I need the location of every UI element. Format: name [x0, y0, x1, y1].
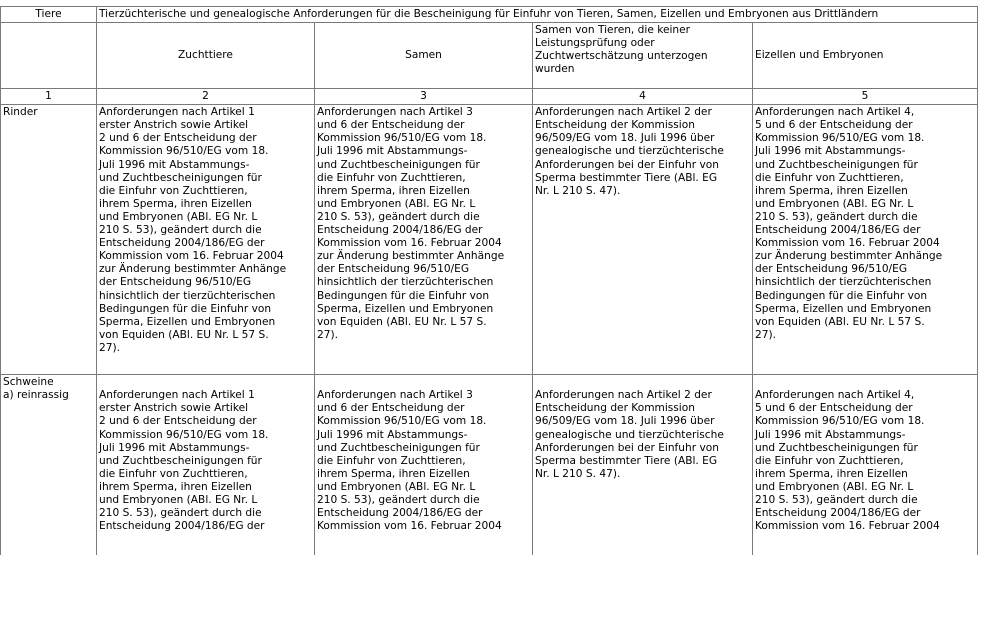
animal-label-schweine	[1, 375, 97, 555]
schweine-label: Schweine	[3, 376, 54, 389]
schweine-zuchttiere-requirements	[97, 375, 315, 555]
schweine-c4-text: Anforderungen nach Artikel 2 der Entscheidung der Kommission 96/509/EG vom 18. Juli 1996 über genealogische und tierzüchterische Anforderungen bei der Einfuhr von Sperma bestimmter Tiere (ABl. EG Nr. L 210 S. 47).	[535, 389, 724, 480]
schweine-samen-requirements	[315, 375, 533, 555]
column-number: 5	[753, 89, 978, 105]
column-number: 4	[533, 89, 753, 105]
requirements-table	[0, 6, 978, 555]
header-row	[1, 7, 978, 23]
rinder-samen-ohne-requirements: Anforderungen nach Artikel 2 der Entscheidung der Kommission 96/509/EG vom 18. Juli 1996 über genealogische und tierzüchterische Anforderungen bei der Einfuhr von Sperma bestimmter Tiere (ABl. EG Nr. L 210 S. 47).	[533, 105, 753, 375]
rinder-eizellen-requirements: Anforderungen nach Artikel 4, 5 und 6 der Entscheidung der Kommission 96/510/EG vom 18. Juli 1996 mit Abstammungs- und Zuchtbescheinigungen für die Einfuhr von Zuchttieren, ihrem Sperma, ihren Eizellen und Embryonen (ABl. EG Nr. L 210 S. 53), geändert durch die Entscheidung 2004/186/EG der Kommission vom 16. Februar 2004 zur Änderung bestimmter Anhänge der Entscheidung 96/510/EG hinsichtlich der tierzüchterischen Bedingungen für die Einfuhr von Sperma, Eizellen und Embryonen von Equiden (ABl. EU Nr. L 57 S. 27).	[753, 105, 978, 375]
header-tiere: Tiere	[1, 7, 97, 23]
schweine-c3-text: Anforderungen nach Artikel 3 und 6 der Entscheidung der Kommission 96/510/EG vom 18. Juli 1996 mit Abstammungs- und Zuchtbescheinigungen für die Einfuhr von Zuchttieren, ihrem Sperma, ihren Eizellen und Embryonen (ABl. EG Nr. L 210 S. 53), geändert durch die Entscheidung 2004/186/EG der Kommission vom 16. Februar 2004	[317, 389, 502, 533]
header-eizellen-embryonen: Eizellen und Embryonen	[753, 23, 978, 89]
animal-label-rinder: Rinder	[1, 105, 97, 375]
schweine-samen-ohne-requirements	[533, 375, 753, 555]
header-title: Tierzüchterische und genealogische Anforderungen für die Bescheinigung für Einfuhr von Tieren, Samen, Eizellen und Embryonen aus Drittländern	[97, 7, 978, 23]
schweine-c2-text: Anforderungen nach Artikel 1 erster Anstrich sowie Artikel 2 und 6 der Entscheidung der Kommission 96/510/EG vom 18. Juli 1996 mit Abstammungs- und Zuchtbescheinigungen für die Einfuhr von Zuchttieren, ihrem Sperma, ihren Eizellen und Embryonen (ABl. EG Nr. L 210 S. 53), geändert durch die Entscheidung 2004/186/EG der	[99, 389, 269, 533]
column-number-row	[1, 89, 978, 105]
table-row-schweine	[1, 375, 978, 555]
table-row-rinder	[1, 105, 978, 375]
rinder-samen-requirements: Anforderungen nach Artikel 3 und 6 der Entscheidung der Kommission 96/510/EG vom 18. Juli 1996 mit Abstammungs- und Zuchtbescheinigungen für die Einfuhr von Zuchttieren, ihrem Sperma, ihren Eizellen und Embryonen (ABl. EG Nr. L 210 S. 53), geändert durch die Entscheidung 2004/186/EG der Kommission vom 16. Februar 2004 zur Änderung bestimmter Anhänge der Entscheidung 96/510/EG hinsichtlich der tierzüchterischen Bedingungen für die Einfuhr von Sperma, Eizellen und Embryonen von Equiden (ABl. EU Nr. L 57 S. 27).	[315, 105, 533, 375]
subheader-row	[1, 23, 978, 89]
rinder-zuchttiere-requirements: Anforderungen nach Artikel 1 erster Anstrich sowie Artikel 2 und 6 der Entscheidung der Kommission 96/510/EG vom 18. Juli 1996 mit Abstammungs- und Zuchtbescheinigungen für die Einfuhr von Zuchttieren, ihrem Sperma, ihren Eizellen und Embryonen (ABl. EG Nr. L 210 S. 53), geändert durch die Entscheidung 2004/186/EG der Kommission vom 16. Februar 2004 zur Änderung bestimmter Anhänge der Entscheidung 96/510/EG hinsichtlich der tierzüchterischen Bedingungen für die Einfuhr von Sperma, Eizellen und Embryonen von Equiden (ABl. EU Nr. L 57 S. 27).	[97, 105, 315, 375]
column-number: 3	[315, 89, 533, 105]
column-number: 1	[1, 89, 97, 105]
header-empty-cell	[1, 23, 97, 89]
header-samen-ohne-pruefung: Samen von Tieren, die keiner Leistungsprüfung oder Zuchtwertschätzung unterzogen wurden	[533, 23, 753, 89]
header-zuchttiere: Zuchttiere	[97, 23, 315, 89]
column-number: 2	[97, 89, 315, 105]
schweine-sub-label: a) reinrassig	[3, 389, 69, 402]
schweine-eizellen-requirements	[753, 375, 978, 555]
header-samen: Samen	[315, 23, 533, 89]
schweine-c5-text: Anforderungen nach Artikel 4, 5 und 6 der Entscheidung der Kommission 96/510/EG vom 18. Juli 1996 mit Abstammungs- und Zuchtbescheinigungen für die Einfuhr von Zuchttieren, ihrem Sperma, ihren Eizellen und Embryonen (ABl. EG Nr. L 210 S. 53), geändert durch die Entscheidung 2004/186/EG der Kommission vom 16. Februar 2004	[755, 389, 940, 533]
